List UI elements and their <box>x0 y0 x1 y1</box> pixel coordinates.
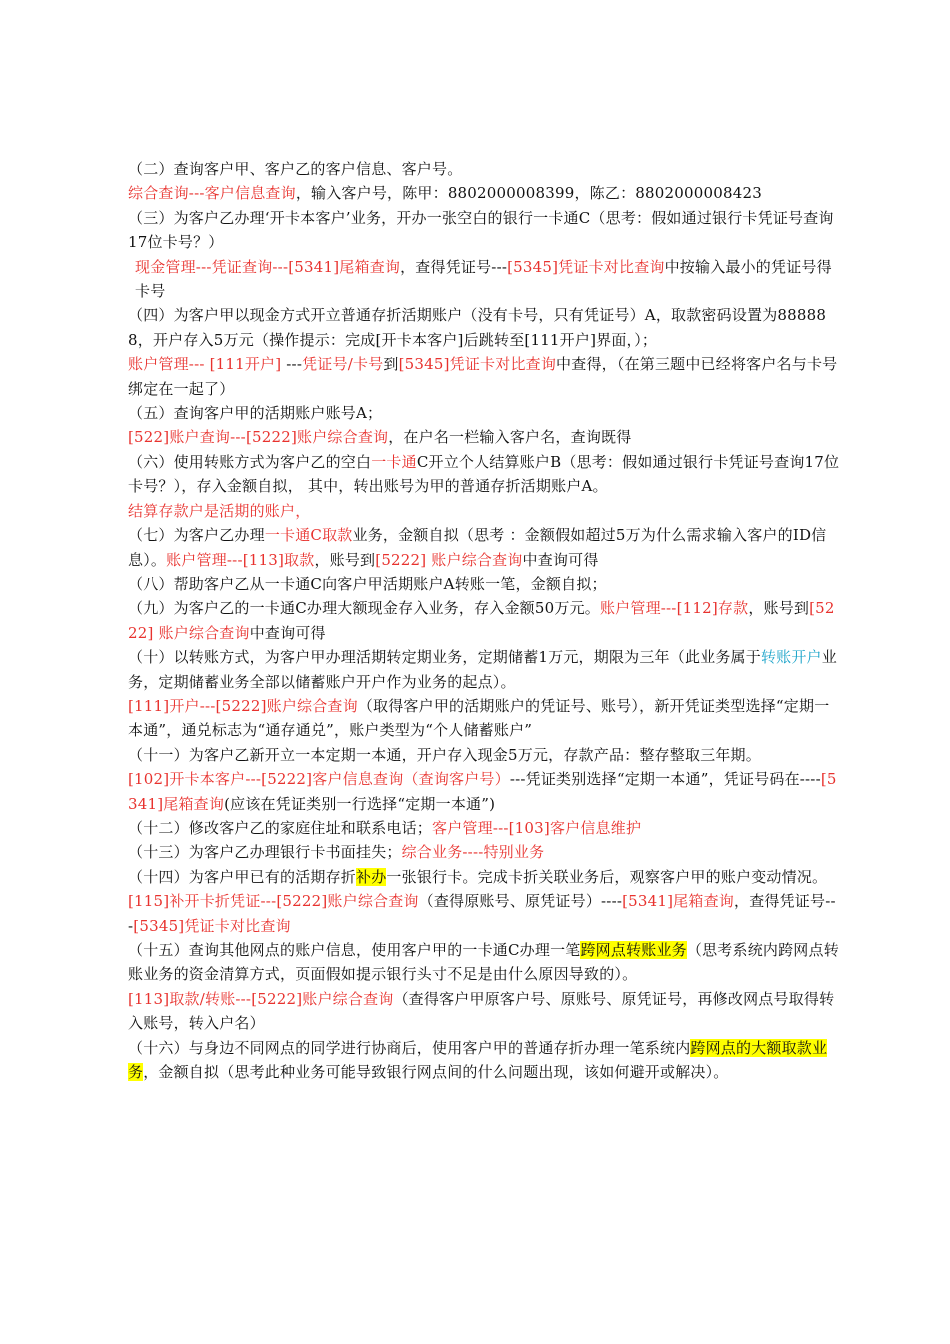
red-link-text: [5345]凭证卡对比查询 <box>133 916 291 935</box>
red-link-text: [522]账户查询---[5222]账户综合查询 <box>128 428 389 447</box>
red-link-text: 客户管理---[103]客户信息维护 <box>432 818 642 837</box>
red-link-text: [5345]凭证卡对比查询 <box>398 355 557 374</box>
text-run: 中查询可得 <box>249 623 326 642</box>
text-run: （思考系统内跨网点转账业务的资金清算方式，页面假如提示银行头寸不足是由什么原因导致的）。 <box>128 941 839 984</box>
text-run: （四）为客户甲以现金方式开立普通存折活期账户（没有卡号，只有凭证号）A，取款密码设置为888888，开户存入5万元（操作提示：完成[开卡本客户]后跳转至[111开户]界面，）； <box>128 306 827 349</box>
text-run: （十五）查询其他网点的账户信息，使用客户甲的一卡通C办理一笔 <box>128 941 581 959</box>
paragraph <box>128 352 840 401</box>
paragraph <box>128 255 840 304</box>
text-run: （十）以转账方式，为客户甲办理活期转定期业务，定期储蓄1万元，期限为三年（此业务属于 <box>128 648 761 667</box>
document-body <box>128 157 840 1084</box>
paragraph <box>128 645 840 694</box>
paragraph <box>128 181 840 205</box>
red-link-text: [111]开户---[5222]账户综合查询 <box>128 696 358 715</box>
paragraph <box>128 767 840 816</box>
red-link-text: 现金管理---凭证查询---[5341]尾箱查询 <box>135 257 401 276</box>
text-run: ，在户名一栏输入客户名，查询既得 <box>388 428 632 447</box>
red-link-text: [115]补开卡折凭证---[5222]账户综合查询 <box>128 892 419 911</box>
text-run: C开立个人结算账户B（思考：假如通过银行卡凭证号查询17位卡号？），存入金额自拟， 其中，转出账号为甲的普通存折活期账户A。 <box>128 452 840 496</box>
text-run: （十三）为客户乙办理银行卡书面挂失； <box>128 843 402 862</box>
text-run: 中查得，（在第三题中已经将客户名与卡号绑定在一起了） <box>128 355 838 398</box>
paragraph <box>128 816 840 840</box>
paragraph <box>128 499 840 523</box>
text-run: （五）查询客户甲的活期账户账号A； <box>128 404 383 423</box>
paragraph <box>128 596 840 645</box>
paragraph <box>128 206 840 255</box>
text-run: 中查询可得 <box>522 550 599 569</box>
paragraph <box>128 694 840 743</box>
paragraph <box>128 840 840 864</box>
paragraph <box>128 425 840 449</box>
text-run: ，查得凭证号--- <box>400 257 508 276</box>
red-link-text: 凭证号/卡号 <box>302 355 384 374</box>
red-link-text: [5222] 账户综合查询 <box>128 599 835 642</box>
red-link-text: [5341]尾箱查询 <box>128 770 837 813</box>
text-run: 一张银行卡。完成卡折关联业务后，观察客户甲的账户变动情况。 <box>386 867 828 886</box>
red-link-text: [5341]尾箱查询 <box>622 892 734 911</box>
paragraph <box>128 303 840 352</box>
paragraph <box>128 450 840 499</box>
paragraph <box>128 987 840 1036</box>
text-run: （查得原账号、原凭证号）---- <box>418 892 623 911</box>
text-run: （六）使用转账方式为客户乙的空白 <box>128 452 372 471</box>
text-run: （查得客户甲原客户号、原账号、原凭证号，再修改网点号取得转入账号，转入户名） <box>128 989 835 1033</box>
red-link-text: 账户管理---[112]存款 <box>599 599 749 618</box>
red-link-text: 账户管理--- [111开户] <box>128 355 282 374</box>
text-run: (应该在凭证类别一行选择“定期一本通”) <box>224 794 496 813</box>
red-link-text: [102]开卡本客户---[5222]客户信息查询（查询客户号） <box>128 770 510 789</box>
paragraph <box>128 1036 840 1085</box>
text-run: （取得客户甲的活期账户的凭证号、账号），新开凭证类型选择“定期一本通”，通兑标志为“通存通兑”，账户类型为“个人储蓄账户” <box>128 696 830 740</box>
text-run: （八）帮助客户乙从一卡通C向客户甲活期账户A转账一笔，金额自拟； <box>128 574 607 593</box>
highlighted-text: 跨网点的大额取款业务 <box>128 1038 828 1082</box>
paragraph <box>128 938 840 987</box>
text-run: 业务，定期储蓄业务全部以储蓄账户开户作为业务的起点）。 <box>128 648 837 691</box>
text-run: （十二）修改客户乙的家庭住址和联系电话； <box>128 818 433 837</box>
text-run: ---凭证类别选择“定期一本通”，凭证号码在---- <box>509 770 821 789</box>
red-link-text: 综合业务----特别业务 <box>401 843 545 862</box>
paragraph <box>128 865 840 938</box>
text-run: 中按输入最小的凭证号得卡号 <box>135 257 832 301</box>
paragraph <box>128 743 840 767</box>
red-link-text: 账户管理---[113]取款 <box>166 550 315 569</box>
text-run: （十六）与身边不同网点的同学进行协商后，使用客户甲的普通存折办理一笔系统内 <box>128 1038 691 1057</box>
text-run: ，账号到 <box>748 599 810 618</box>
text-run: （十一）为客户乙新开立一本定期一本通，开户存入现金5万元，存款产品：整存整取三年期。 <box>128 745 761 764</box>
red-link-text: 一卡通 <box>371 452 417 471</box>
text-run: ，账号到 <box>314 550 376 569</box>
text-run: （九）为客户乙的一卡通C办理大额现金存入业务，存入金额50万元。 <box>128 599 600 618</box>
text-run: ，查得凭证号--- <box>128 892 836 935</box>
text-run: 到 <box>383 355 399 374</box>
red-link-text: [5345]凭证卡对比查询 <box>507 257 665 276</box>
text-run: （十四）为客户甲已有的活期存折 <box>128 867 357 886</box>
text-run: （三）为客户乙办理‘开卡本客户’业务，开办一张空白的银行一卡通C（思考：假如通过银行卡凭证号查询17位卡号？） <box>128 208 834 252</box>
text-run: （二）查询客户甲、客户乙的客户信息、客户号。 <box>128 160 463 178</box>
highlighted-text: 补办 <box>356 867 387 886</box>
text-run: ，金额自拟（思考此种业务可能导致银行网点间的什么问题出现，该如何避开或解决）。 <box>143 1063 729 1082</box>
red-link-text: 一卡通C取款 <box>264 526 353 545</box>
paragraph <box>128 157 840 181</box>
text-run: （七）为客户乙办理 <box>128 526 265 545</box>
paragraph <box>128 572 840 596</box>
red-link-text: [5222] 账户综合查询 <box>375 550 523 569</box>
red-link-text: 综合查询---客户信息查询 <box>128 184 296 203</box>
red-link-text: 结算存款户是活期的账户， <box>128 501 311 520</box>
cyan-text: 转账开户 <box>760 648 822 667</box>
paragraph <box>128 401 840 425</box>
text-run: 业务，金额自拟（思考 ：金额假如超过5万为什么需求输入客户的ID信息）。 <box>128 526 827 569</box>
highlighted-text: 跨网点转账业务 <box>580 941 687 959</box>
paragraph <box>128 523 840 572</box>
red-link-text: [113]取款/转账---[5222]账户综合查询 <box>128 989 394 1008</box>
text-run: ，输入客户号，陈甲：8802000008399，陈乙：8802000008423 <box>295 184 762 203</box>
text-run: --- <box>281 355 303 374</box>
